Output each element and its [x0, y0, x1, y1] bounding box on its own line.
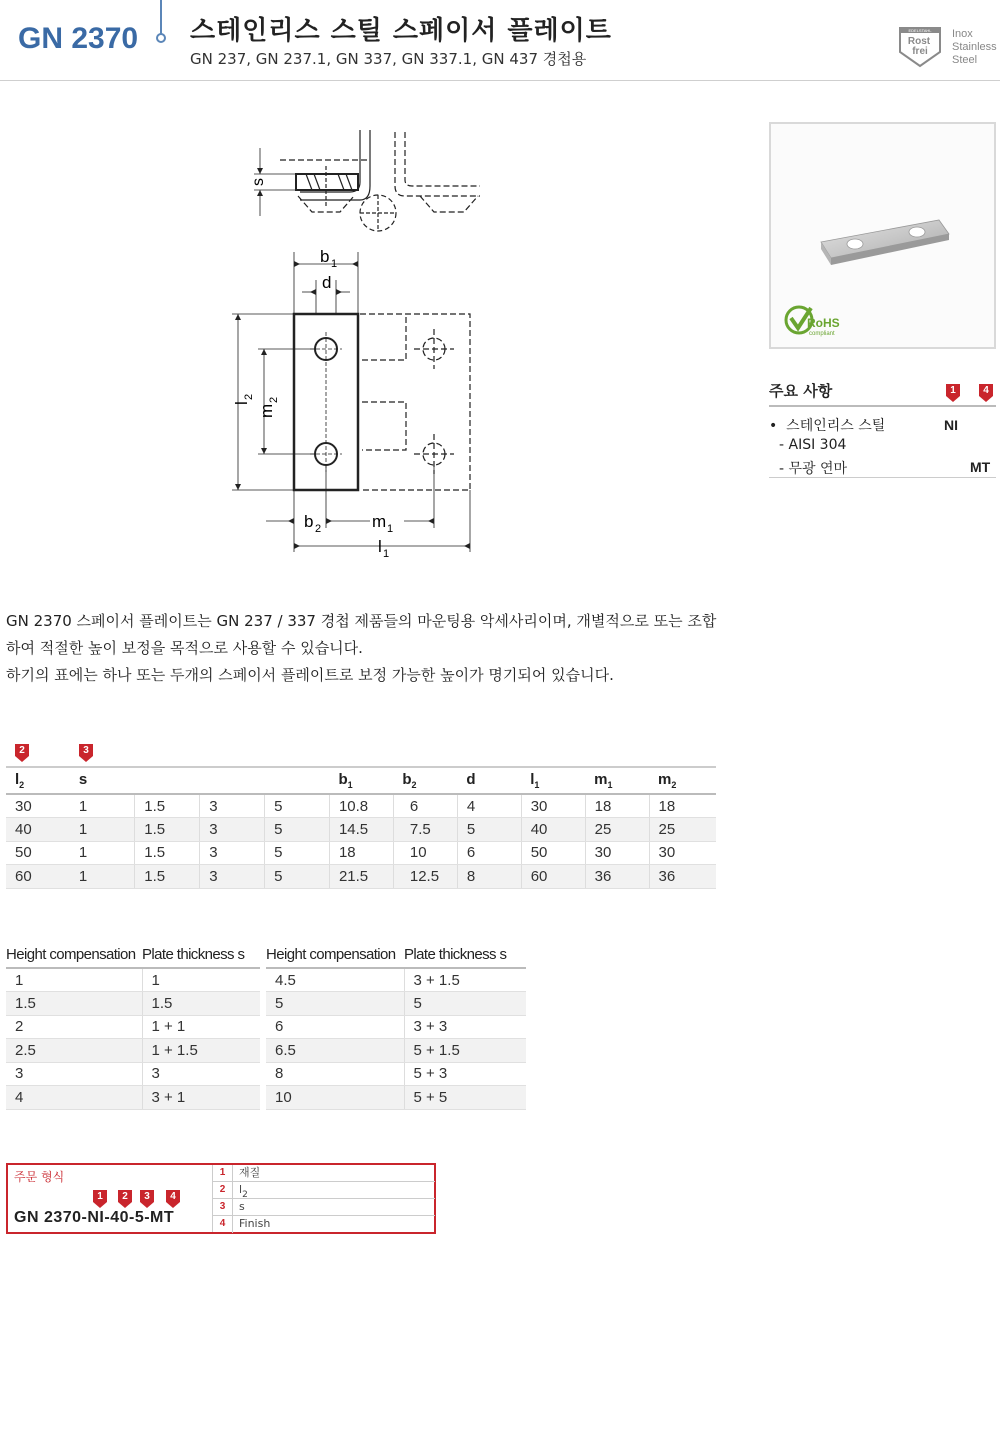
features-bottom-rule	[769, 477, 996, 478]
dim-label-b2: b	[304, 512, 314, 531]
table-cell: 8	[457, 865, 521, 889]
order-legend-text: s	[239, 1200, 245, 1213]
table-cell: 1	[142, 968, 260, 992]
features-rule	[769, 405, 996, 407]
dim-label-l2: l	[232, 401, 251, 405]
table-cell: 10	[393, 841, 457, 865]
table-row	[6, 818, 716, 842]
table-cell: 5	[265, 818, 330, 842]
dim-label-m1: m	[372, 512, 387, 531]
table-cell: 3	[200, 818, 265, 842]
logo-line1: Rost	[907, 36, 931, 47]
table-cell: 1.5	[135, 818, 200, 842]
table-cell: 10	[266, 1086, 404, 1110]
marker-1	[946, 384, 960, 402]
order-legend-text: $l_2$	[239, 1183, 248, 1200]
order-legend-row	[213, 1165, 435, 1182]
logo-text-stainless: Stainless	[952, 41, 997, 53]
table-cell: 1	[70, 818, 135, 842]
table-cell: 50	[521, 841, 585, 865]
order-marker-1	[93, 1190, 107, 1208]
table-cell: 5	[457, 818, 521, 842]
table-row	[6, 865, 716, 889]
table-cell: 5	[266, 992, 404, 1016]
table-row	[6, 1039, 260, 1063]
table-row	[6, 1015, 260, 1039]
table-cell: 7.5	[393, 818, 457, 842]
table-cell: 3	[200, 794, 265, 818]
order-legend-row	[213, 1199, 435, 1216]
dim-label-m1-sub: 1	[387, 523, 394, 535]
table-row	[266, 968, 526, 992]
table-cell: 5	[265, 865, 330, 889]
header-divider-dot	[156, 33, 166, 43]
table-cell: 1.5	[142, 992, 260, 1016]
col-header-height: Height compensation	[6, 942, 142, 968]
feature-finish: - 무광 연마	[779, 461, 848, 477]
compensation-table-left	[6, 942, 260, 1110]
table-cell: 3 + 1	[142, 1086, 260, 1110]
table-row	[266, 1062, 526, 1086]
table-cell: 21.5	[329, 865, 393, 889]
order-legend-num: 2	[213, 1182, 233, 1199]
feature-material: • 스테인리스 스틸	[769, 418, 886, 434]
order-marker-4-label: 4	[170, 1191, 176, 1202]
order-example-box	[6, 1163, 436, 1234]
table-cell: 3	[142, 1062, 260, 1086]
dim-label-m2: m	[257, 403, 276, 418]
table-cell: 1	[70, 841, 135, 865]
order-title: 주문 형식	[14, 1170, 65, 1184]
col-header-thickness: Plate thickness s	[142, 942, 260, 968]
table-cell: 6	[266, 1015, 404, 1039]
table-row	[266, 1015, 526, 1039]
rohs-sub-label: compliant	[809, 331, 835, 337]
col-header: $b_2$	[393, 768, 457, 794]
order-code: GN 2370-NI-40-5-MT	[14, 1209, 175, 1226]
col-header: $l_1$	[521, 768, 585, 794]
spacer-plate-image	[771, 124, 994, 347]
table-header-row	[266, 942, 526, 968]
table-cell: 3 + 3	[404, 1015, 526, 1039]
table-cell: 5	[265, 841, 330, 865]
table-row	[6, 1062, 260, 1086]
feature-finish-code: MT	[970, 459, 991, 475]
marker-3	[79, 744, 93, 762]
table-cell: 5	[265, 794, 330, 818]
order-legend-row	[213, 1216, 435, 1233]
table-cell: 5 + 3	[404, 1062, 526, 1086]
order-marker-4	[166, 1190, 180, 1208]
col-header: $l_2$	[6, 768, 70, 794]
order-legend-row	[213, 1182, 435, 1199]
table-cell: 3	[200, 841, 265, 865]
order-legend-num: 3	[213, 1199, 233, 1216]
table-cell: 3	[6, 1062, 142, 1086]
dim-label-m2-sub: 2	[268, 396, 280, 403]
table-cell: 1 + 1.5	[142, 1039, 260, 1063]
table-header-row	[6, 768, 716, 794]
table-cell: 18	[585, 794, 649, 818]
dim-label-l2-sub: 2	[243, 393, 255, 400]
logo-line2: frei	[912, 46, 928, 57]
description	[6, 608, 726, 689]
description-line-3: 하기의 표에는 하나 또는 두개의 스페이서 플레이트로 보정 가능한 높이가 명기되어 있습니다.	[6, 666, 614, 684]
table-cell: 5	[404, 992, 526, 1016]
marker-4	[979, 384, 993, 402]
table-cell: 1.5	[135, 841, 200, 865]
table-cell: 40	[521, 818, 585, 842]
dim-label-b2-sub: 2	[315, 523, 322, 535]
table-cell: 30	[6, 794, 70, 818]
col-header	[135, 768, 200, 794]
product-photo	[769, 122, 996, 349]
marker-2	[15, 744, 29, 762]
col-header-thickness: Plate thickness s	[404, 942, 526, 968]
table-cell: 5 + 1.5	[404, 1039, 526, 1063]
order-marker-1-label: 1	[97, 1191, 103, 1202]
table-cell: 1.5	[135, 794, 200, 818]
table-cell: 5 + 5	[404, 1086, 526, 1110]
logo-text-inox: Inox	[952, 28, 973, 40]
col-header: $m_2$	[649, 768, 716, 794]
dim-label-s: s	[250, 178, 267, 186]
features-title: 주요 사항	[769, 382, 833, 400]
table-cell: 6	[393, 794, 457, 818]
col-header: d	[457, 768, 521, 794]
table-row	[6, 992, 260, 1016]
product-code: GN 2370	[18, 22, 139, 55]
table-row	[6, 968, 260, 992]
table-cell: 4.5	[266, 968, 404, 992]
order-marker-2	[118, 1190, 132, 1208]
table-cell: 6	[457, 841, 521, 865]
dim-label-b1: b	[320, 247, 330, 266]
table-row	[266, 1086, 526, 1110]
table-cell: 18	[329, 841, 393, 865]
table-row	[266, 992, 526, 1016]
order-marker-3	[140, 1190, 154, 1208]
table-cell: 40	[6, 818, 70, 842]
table-cell: 4	[457, 794, 521, 818]
table-cell: 30	[521, 794, 585, 818]
table-cell: 30	[649, 841, 716, 865]
table-cell: 3	[200, 865, 265, 889]
order-marker-3-label: 3	[144, 1191, 150, 1202]
table-cell: 4	[6, 1086, 142, 1110]
table-row	[266, 1039, 526, 1063]
page-title: 스테인리스 스틸 스페이서 플레이트	[190, 16, 612, 46]
table-cell: 10.8	[329, 794, 393, 818]
dimensions-table	[6, 768, 716, 889]
order-legend-text: 재질	[239, 1166, 261, 1179]
rostfrei-logo	[898, 26, 942, 68]
rohs-label: RoHS	[807, 316, 840, 330]
table-row	[6, 1086, 260, 1110]
header-rule	[0, 80, 1000, 81]
marker-1-label: 1	[950, 385, 956, 396]
dim-label-d: d	[322, 273, 332, 292]
table-cell: 2	[6, 1015, 142, 1039]
table-cell: 6.5	[266, 1039, 404, 1063]
feature-material-code: NI	[944, 417, 958, 433]
logo-small-text: EDELSTAHL	[908, 28, 932, 33]
order-legend	[212, 1165, 434, 1232]
table-row	[6, 841, 716, 865]
table-row	[6, 794, 716, 818]
table-cell: 50	[6, 841, 70, 865]
table-cell: 1.5	[6, 992, 142, 1016]
col-header	[265, 768, 330, 794]
order-legend-num: 4	[213, 1216, 233, 1233]
table-cell: 2.5	[6, 1039, 142, 1063]
col-header: $m_1$	[585, 768, 649, 794]
table-cell: 12.5	[393, 865, 457, 889]
table-cell: 14.5	[329, 818, 393, 842]
table-cell: 30	[585, 841, 649, 865]
technical-drawing	[220, 120, 520, 570]
table-cell: 18	[649, 794, 716, 818]
header-divider	[160, 0, 162, 34]
table-cell: 1	[70, 794, 135, 818]
order-example	[8, 1165, 212, 1232]
table-header-row	[6, 942, 260, 968]
table-cell: 60	[521, 865, 585, 889]
col-header: s	[70, 768, 135, 794]
table-cell: 1.5	[135, 865, 200, 889]
table-cell: 1	[6, 968, 142, 992]
page-subtitle: GN 237, GN 237.1, GN 337, GN 337.1, GN 437 경첩용	[190, 50, 587, 68]
table-cell: 1	[70, 865, 135, 889]
marker-4-label: 4	[983, 385, 989, 396]
col-header: $b_1$	[329, 768, 393, 794]
table-cell: 60	[6, 865, 70, 889]
dim-label-l1: l	[378, 537, 382, 556]
dim-label-b1-sub: 1	[331, 258, 338, 270]
order-marker-2-label: 2	[122, 1191, 128, 1202]
table-cell: 8	[266, 1062, 404, 1086]
description-line-1: GN 2370 스페이서 플레이트는 GN 237 / 337 경첩 제품들의 마운팅용 악세사리이며, 개별적으로 또는 조합	[6, 612, 717, 630]
table-cell: 25	[649, 818, 716, 842]
col-header-height: Height compensation	[266, 942, 404, 968]
table-cell: 36	[649, 865, 716, 889]
compensation-table-right	[266, 942, 526, 1110]
marker-2-label: 2	[19, 745, 25, 756]
feature-material-text: 스테인리스 스틸	[786, 418, 886, 434]
marker-3-label: 3	[83, 745, 89, 756]
dim-label-l1-sub: 1	[383, 548, 390, 560]
order-legend-num: 1	[213, 1165, 233, 1182]
table-cell: 3 + 1.5	[404, 968, 526, 992]
table-cell: 25	[585, 818, 649, 842]
logo-text	[952, 28, 997, 67]
order-legend-text: Finish	[239, 1217, 271, 1230]
table-cell: 1 + 1	[142, 1015, 260, 1039]
feature-aisi: - AISI 304	[779, 437, 847, 453]
logo-text-steel: Steel	[952, 54, 978, 66]
table-cell: 36	[585, 865, 649, 889]
description-line-2: 하여 적절한 높이 보정을 목적으로 사용할 수 있습니다.	[6, 639, 363, 657]
col-header	[200, 768, 265, 794]
